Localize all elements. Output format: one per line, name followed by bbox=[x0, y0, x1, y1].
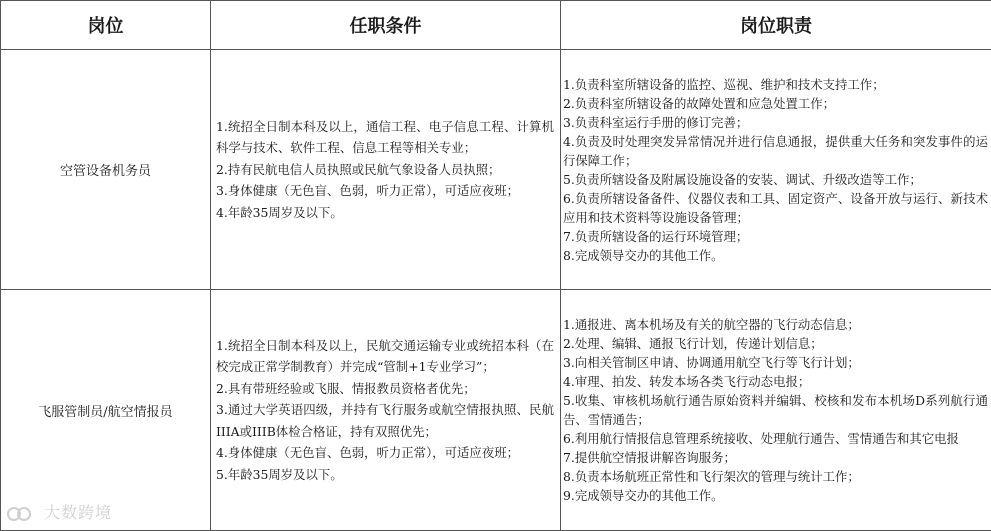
requirement-item: 3.通过大学英语四级，并持有飞行服务或航空情报执照、民航IIIA或IIIB体检合格证，持有双照优先； bbox=[216, 399, 554, 442]
duty-item: 5.负责所辖设备及附属设施设备的安装、调试、升级改造等工作； bbox=[563, 170, 988, 189]
requirement-item: 1.统招全日制本科及以上，民航交通运输专业或统招本科（在校完成正常学制教育）并完成“管制+1专业学习”； bbox=[216, 335, 554, 378]
watermark-text: 大数跨境 bbox=[44, 503, 112, 522]
duties-cell bbox=[561, 50, 991, 290]
requirement-item: 4.年龄35周岁及以下。 bbox=[216, 202, 554, 224]
duty-item: 7.提供航空情报讲解咨询服务； bbox=[563, 448, 988, 467]
duty-item: 8.负责本场航班正常性和飞行架次的管理与统计工作； bbox=[563, 467, 988, 486]
duty-item: 1.通报进、离本机场及有关的航空器的飞行动态信息； bbox=[563, 315, 988, 334]
requirement-item: 5.年龄35周岁及以下。 bbox=[216, 464, 554, 486]
duty-item: 5.收集、审核机场航行通告原始资料并编辑、校核和发布本机场D系列航行通告、雪情通告； bbox=[563, 391, 988, 429]
watermark-logo-icon bbox=[6, 504, 34, 524]
requirement-item: 2.具有带班经验或飞服、情报教员资格者优先； bbox=[216, 378, 554, 400]
header-requirements: 任职条件 bbox=[211, 1, 561, 50]
table-row bbox=[1, 50, 991, 290]
duty-item: 3.负责科室运行手册的修订完善； bbox=[563, 113, 988, 132]
position-cell: 空管设备机务员 bbox=[1, 50, 211, 290]
position-cell: 飞服管制员/航空情报员 bbox=[1, 290, 211, 531]
header-duties: 岗位职责 bbox=[561, 1, 991, 50]
duty-item: 6.负责所辖设备备件、仪器仪表和工具、固定资产、设备开放与运行、新技术应用和技术资料等设施设备管理； bbox=[563, 189, 988, 227]
table-row bbox=[1, 290, 991, 531]
watermark bbox=[6, 500, 112, 524]
duty-item: 9.完成领导交办的其他工作。 bbox=[563, 486, 988, 505]
duty-item: 3.向相关管制区申请、协调通用航空飞行等飞行计划； bbox=[563, 353, 988, 372]
duties-cell bbox=[561, 290, 991, 531]
duty-item: 1.负责科室所辖设备的监控、巡视、维护和技术支持工作； bbox=[563, 75, 988, 94]
header-position: 岗位 bbox=[1, 1, 211, 50]
requirement-item: 2.持有民航电信人员执照或民航气象设备人员执照； bbox=[216, 159, 554, 181]
duty-item: 2.处理、编辑、通报飞行计划，传递计划信息； bbox=[563, 334, 988, 353]
duty-item: 4.负责及时处理突发异常情况并进行信息通报，提供重大任务和突发事件的运行保障工作； bbox=[563, 132, 988, 170]
requirement-item: 3.身体健康（无色盲、色弱，听力正常），可适应夜班； bbox=[216, 180, 554, 202]
duty-item: 6.利用航行情报信息管理系统接收、处理航行通告、雪情通告和其它电报 bbox=[563, 429, 988, 448]
requirement-item: 4.身体健康（无色盲、色弱，听力正常），可适应夜班； bbox=[216, 442, 554, 464]
requirements-cell bbox=[211, 50, 561, 290]
duty-item: 2.负责科室所辖设备的故障处置和应急处置工作； bbox=[563, 94, 988, 113]
duty-item: 4.审理、拍发、转发本场各类飞行动态电报； bbox=[563, 372, 988, 391]
duty-item: 8.完成领导交办的其他工作。 bbox=[563, 246, 988, 265]
header-row bbox=[1, 1, 991, 50]
duty-item: 7.负责所辖设备的运行环境管理； bbox=[563, 227, 988, 246]
requirement-item: 1.统招全日制本科及以上，通信工程、电子信息工程、计算机科学与技术、软件工程、信息工程等相关专业； bbox=[216, 116, 554, 159]
requirements-cell bbox=[211, 290, 561, 531]
